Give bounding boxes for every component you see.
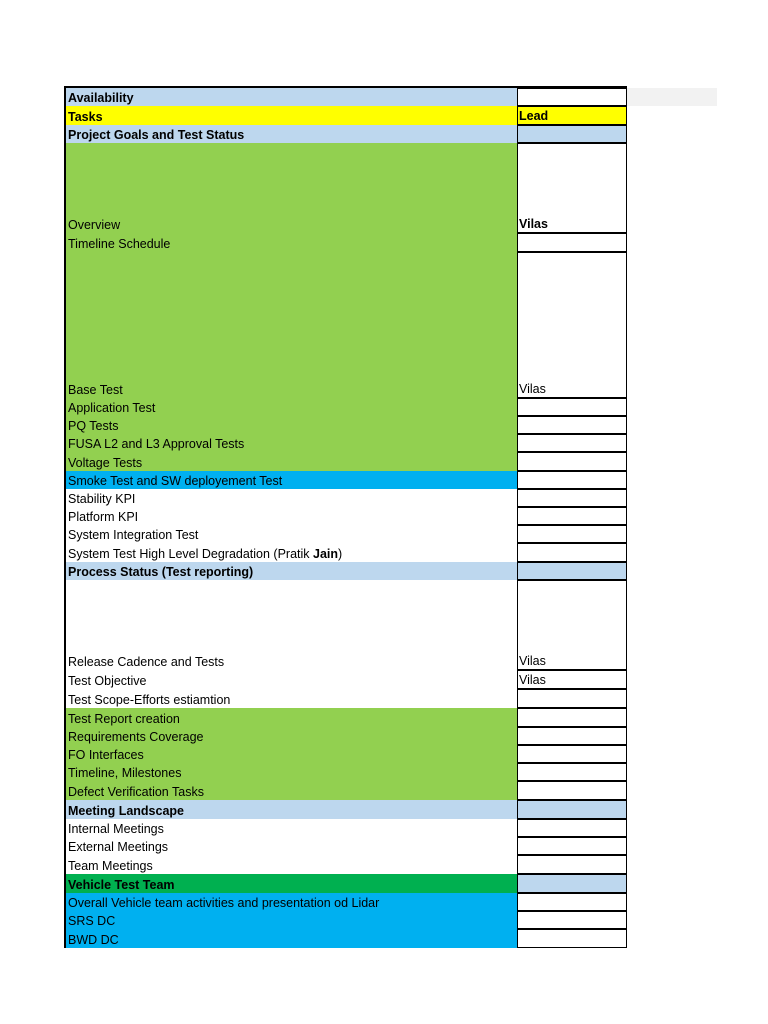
row-base-test[interactable]: [64, 252, 627, 398]
row-platform-kpi[interactable]: [64, 507, 627, 525]
task-cell[interactable]: Requirements Coverage: [64, 727, 517, 745]
row-timeline-milestones[interactable]: [64, 763, 627, 781]
task-cell[interactable]: Team Meetings: [64, 855, 517, 874]
task-cell[interactable]: Internal Meetings: [64, 819, 517, 837]
lead-cell[interactable]: [517, 708, 627, 727]
task-cell[interactable]: [64, 543, 517, 562]
task-cell[interactable]: Timeline, Milestones: [64, 763, 517, 781]
lead-cell[interactable]: [517, 763, 627, 781]
task-name-bold: Jain: [313, 547, 339, 561]
row-section-project-goals[interactable]: [64, 125, 627, 143]
lead-cell[interactable]: [517, 525, 627, 543]
row-bwd-dc[interactable]: [64, 929, 627, 948]
lead-cell[interactable]: [517, 819, 627, 837]
task-text-end: ): [338, 547, 343, 561]
lead-cell[interactable]: [517, 874, 627, 893]
lead-cell[interactable]: [517, 855, 627, 874]
lead-cell[interactable]: [517, 562, 627, 580]
row-requirements-coverage[interactable]: [64, 727, 627, 745]
lead-cell[interactable]: [517, 543, 627, 562]
lead-cell[interactable]: [517, 416, 627, 434]
row-defect-verification[interactable]: [64, 781, 627, 800]
row-overall-vehicle-team[interactable]: [64, 893, 627, 911]
lead-cell[interactable]: [517, 125, 627, 143]
row-test-scope[interactable]: [64, 689, 627, 708]
row-application-test[interactable]: [64, 398, 627, 416]
lead-cell[interactable]: [517, 745, 627, 763]
row-internal-meetings[interactable]: [64, 819, 627, 837]
row-system-integration-test[interactable]: [64, 525, 627, 543]
lead-cell[interactable]: [517, 434, 627, 452]
lead-cell[interactable]: [517, 727, 627, 745]
row-fusa-tests[interactable]: [64, 434, 627, 452]
task-cell[interactable]: Availability: [64, 88, 517, 106]
task-cell[interactable]: Base Test: [64, 252, 517, 398]
task-cell[interactable]: FUSA L2 and L3 Approval Tests: [64, 434, 517, 452]
row-tasks-header[interactable]: [64, 106, 627, 125]
task-cell[interactable]: Voltage Tests: [64, 452, 517, 471]
task-cell[interactable]: Vehicle Test Team: [64, 874, 517, 893]
task-cell[interactable]: SRS DC: [64, 911, 517, 929]
lead-cell[interactable]: [517, 800, 627, 819]
lead-cell[interactable]: [517, 781, 627, 800]
row-smoke-test[interactable]: [64, 471, 627, 489]
lead-cell[interactable]: [517, 489, 627, 507]
task-text: System Test High Level Degradation (Pratik: [68, 547, 314, 561]
lead-cell[interactable]: Vilas: [517, 143, 627, 233]
task-cell[interactable]: Stability KPI: [64, 489, 517, 507]
lead-cell[interactable]: [517, 452, 627, 471]
row-test-report-creation[interactable]: [64, 708, 627, 727]
row-availability[interactable]: [64, 88, 627, 106]
lead-cell[interactable]: Vilas: [517, 580, 627, 670]
task-cell[interactable]: Test Scope-Efforts estiamtion: [64, 689, 517, 708]
task-cell[interactable]: FO Interfaces: [64, 745, 517, 763]
row-team-meetings[interactable]: [64, 855, 627, 874]
lead-cell[interactable]: [517, 929, 627, 948]
lead-cell[interactable]: [517, 233, 627, 252]
task-cell[interactable]: Process Status (Test reporting): [64, 562, 517, 580]
task-cell[interactable]: BWD DC: [64, 929, 517, 948]
task-cell[interactable]: Defect Verification Tasks: [64, 781, 517, 800]
row-fo-interfaces[interactable]: [64, 745, 627, 763]
lead-cell[interactable]: [517, 88, 627, 106]
lead-cell[interactable]: [517, 689, 627, 708]
row-section-meeting-landscape[interactable]: [64, 800, 627, 819]
grey-cell-strip: [627, 88, 717, 106]
task-cell[interactable]: System Integration Test: [64, 525, 517, 543]
lead-cell[interactable]: [517, 911, 627, 929]
row-stability-kpi[interactable]: [64, 489, 627, 507]
row-test-objective[interactable]: [64, 670, 627, 689]
task-cell[interactable]: Tasks: [64, 106, 517, 125]
row-system-test-degradation[interactable]: [64, 543, 627, 562]
row-release-cadence[interactable]: [64, 580, 627, 670]
lead-cell[interactable]: Lead: [517, 106, 627, 125]
lead-cell[interactable]: [517, 471, 627, 489]
lead-cell[interactable]: [517, 507, 627, 525]
task-cell[interactable]: Overall Vehicle team activities and presentation od Lidar: [64, 893, 517, 911]
row-timeline-schedule[interactable]: [64, 233, 627, 252]
task-cell[interactable]: Timeline Schedule: [64, 233, 517, 252]
task-cell[interactable]: Project Goals and Test Status: [64, 125, 517, 143]
row-srs-dc[interactable]: [64, 911, 627, 929]
task-cell[interactable]: Test Objective: [64, 670, 517, 689]
row-section-process-status[interactable]: [64, 562, 627, 580]
task-cell[interactable]: Smoke Test and SW deployement Test: [64, 471, 517, 489]
task-cell[interactable]: Meeting Landscape: [64, 800, 517, 819]
row-pq-tests[interactable]: [64, 416, 627, 434]
lead-cell[interactable]: [517, 837, 627, 855]
lead-cell[interactable]: [517, 398, 627, 416]
lead-cell[interactable]: [517, 893, 627, 911]
task-cell[interactable]: Application Test: [64, 398, 517, 416]
lead-cell[interactable]: Vilas: [517, 252, 627, 398]
lead-cell[interactable]: Vilas: [517, 670, 627, 689]
row-voltage-tests[interactable]: [64, 452, 627, 471]
task-cell[interactable]: PQ Tests: [64, 416, 517, 434]
task-cell[interactable]: External Meetings: [64, 837, 517, 855]
task-cell[interactable]: Platform KPI: [64, 507, 517, 525]
task-cell[interactable]: Overview: [64, 143, 517, 233]
task-cell[interactable]: Release Cadence and Tests: [64, 580, 517, 670]
row-section-vehicle-test-team[interactable]: [64, 874, 627, 893]
row-overview[interactable]: [64, 143, 627, 233]
task-cell[interactable]: Test Report creation: [64, 708, 517, 727]
row-external-meetings[interactable]: [64, 837, 627, 855]
